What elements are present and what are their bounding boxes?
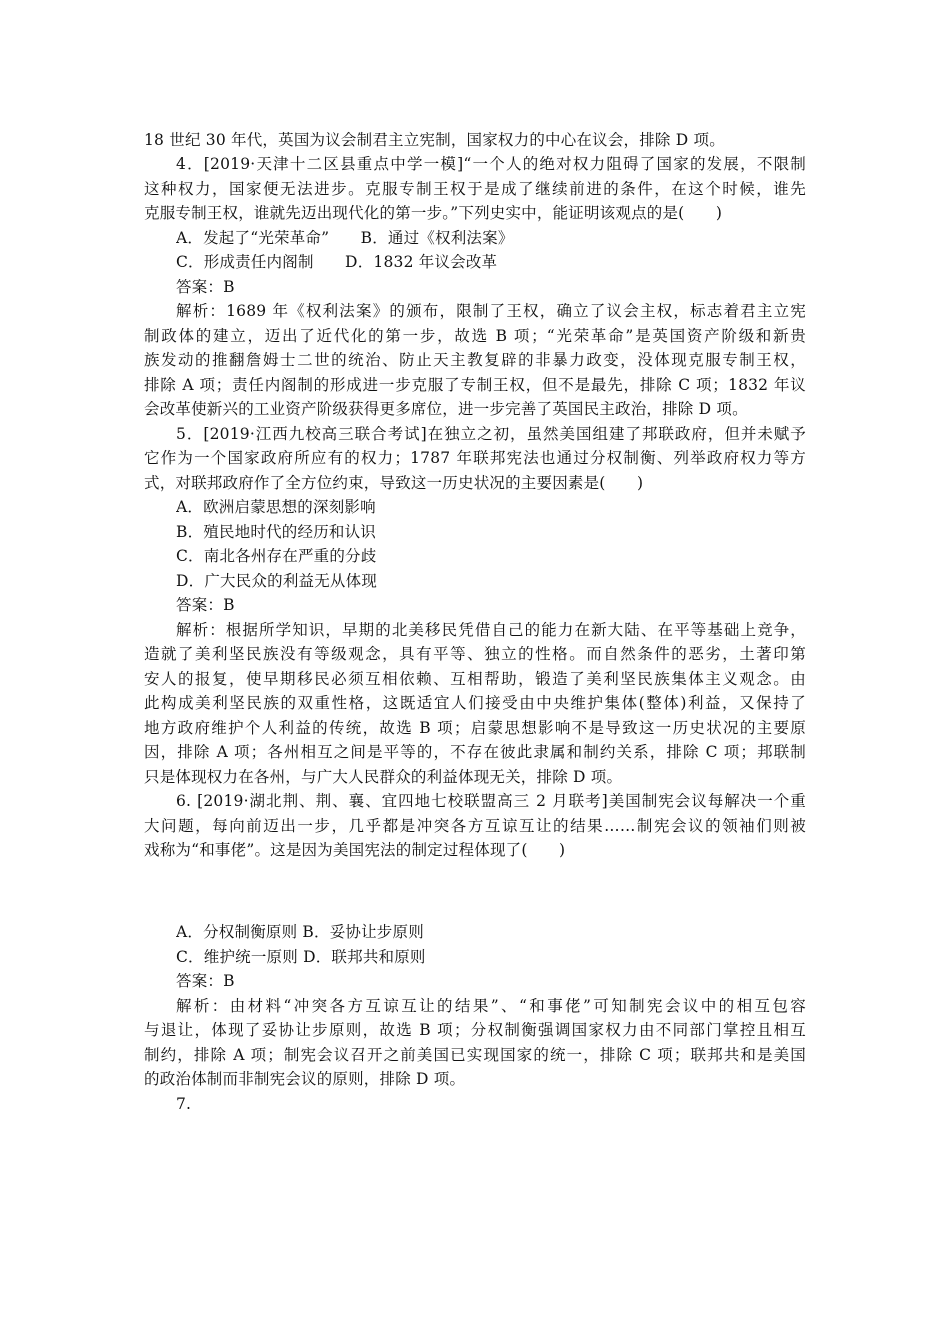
question-4-stem: 4．[2019·天津十二区县重点中学一模]“一个人的绝对权力阻碍了国家的发展，不限制 xyxy=(176,155,806,173)
text-line: 族发动的推翻詹姆士二世的统治、防止天主教复辟的非暴力政变，没体现克服专制王权， xyxy=(144,351,806,369)
answer-options: C．形成责任内阁制 D．1832 年议会改革 xyxy=(176,253,498,271)
text-line: 只是体现权力在各州，与广大人民群众的利益体现无关，排除 D 项。 xyxy=(144,768,623,786)
text-line: 制政体的建立，迈出了近代化的第一步，故选 B 项；“光荣革命”是英国资产阶级和新贵 xyxy=(144,327,806,345)
answer-label: 答案：B xyxy=(176,278,235,296)
text-line: 式，对联邦政府作了全方位约束，导致这一历史状况的主要因素是( ) xyxy=(144,474,644,492)
answer-options: A．分权制衡原则 B．妥协让步原则 xyxy=(176,923,424,941)
question-5-stem: 5．[2019·江西九校高三联合考试]在独立之初，虽然美国组建了邦联政府，但并未赋予 xyxy=(176,425,806,443)
text-line: 制约，排除 A 项；制宪会议召开之前美国已实现国家的统一，排除 C 项；联邦共和是美国 xyxy=(144,1046,806,1064)
text-line: 造就了美利坚民族没有等级观念，具有平等、独立的性格。而自然条件的恶劣，土著印第 xyxy=(144,645,806,663)
explanation-line: 解析：由材料“冲突各方互谅互让的结果”、“和事佬”可知制宪会议中的相互包容 xyxy=(176,997,806,1015)
text-line: 因，排除 A 项；各州相互之间是平等的，不存在彼此隶属和制约关系，排除 C 项；邦联制 xyxy=(144,743,806,761)
answer-options: C．维护统一原则 D．联邦共和原则 xyxy=(176,948,426,966)
answer-options: A．发起了“光荣革命” B．通过《权利法案》 xyxy=(176,229,514,247)
text-line: 大问题，每向前迈出一步，几乎都是冲突各方互谅互让的结果……制宪会议的领袖们则被 xyxy=(144,817,806,835)
answer-option: C．南北各州存在严重的分歧 xyxy=(176,547,377,565)
text-line: 的政治体制而非制宪会议的原则，排除 D 项。 xyxy=(144,1070,466,1088)
text-line: 会改革使新兴的工业资产阶级获得更多席位，进一步完善了英国民主政治，排除 D 项。 xyxy=(144,400,748,418)
answer-option: D．广大民众的利益无从体现 xyxy=(176,572,378,590)
text-line: 18 世纪 30 年代，英国为议会制君主立宪制，国家权力的中心在议会，排除 D 项。 xyxy=(144,131,725,149)
answer-option: A．欧洲启蒙思想的深刻影响 xyxy=(176,498,376,516)
question-7-number: 7. xyxy=(176,1095,192,1113)
text-line: 克服专制王权，谁就先迈出现代化的第一步。”下列史实中，能证明该观点的是( ) xyxy=(144,204,723,222)
explanation-line: 解析：根据所学知识，早期的北美移民凭借自己的能力在新大陆、在平等基础上竞争， xyxy=(176,621,806,639)
text-line: 此构成美利坚民族的双重性格，这既适宜人们接受由中央维护集体(整体)利益，又保持了 xyxy=(144,694,806,712)
answer-label: 答案：B xyxy=(176,972,235,990)
answer-option: B．殖民地时代的经历和认识 xyxy=(176,523,376,541)
text-line: 戏称为“和事佬”。这是因为美国宪法的制定过程体现了( ) xyxy=(144,841,566,859)
question-6-stem: 6. [2019·湖北荆、荆、襄、宜四地七校联盟高三 2 月联考]美国制宪会议每解决一个重 xyxy=(176,792,806,810)
answer-label: 答案：B xyxy=(176,596,235,614)
explanation-line: 解析：1689 年《权利法案》的颁布，限制了王权，确立了议会主权，标志着君主立宪 xyxy=(176,302,806,320)
text-line: 这种权力，国家便无法进步。克服专制王权于是成了继续前进的条件，在这个时候，谁先 xyxy=(144,180,806,198)
text-line: 它作为一个国家政府所应有的权力；1787 年联邦宪法也通过分权制衡、列举政府权力等方 xyxy=(144,449,806,467)
text-line: 安人的报复，使早期移民必须互相依赖、互相帮助，锻造了美利坚民族集体主义观念。由 xyxy=(144,670,806,688)
text-line: 地方政府维护个人利益的传统，故选 B 项；启蒙思想影响不是导致这一历史状况的主要原 xyxy=(144,719,806,737)
text-line: 排除 A 项；责任内阁制的形成进一步克服了专制王权，但不是最先，排除 C 项；1832 年议 xyxy=(144,376,806,394)
text-line: 与退让，体现了妥协让步原则，故选 B 项；分权制衡强调国家权力由不同部门掌控且相互 xyxy=(144,1021,806,1039)
